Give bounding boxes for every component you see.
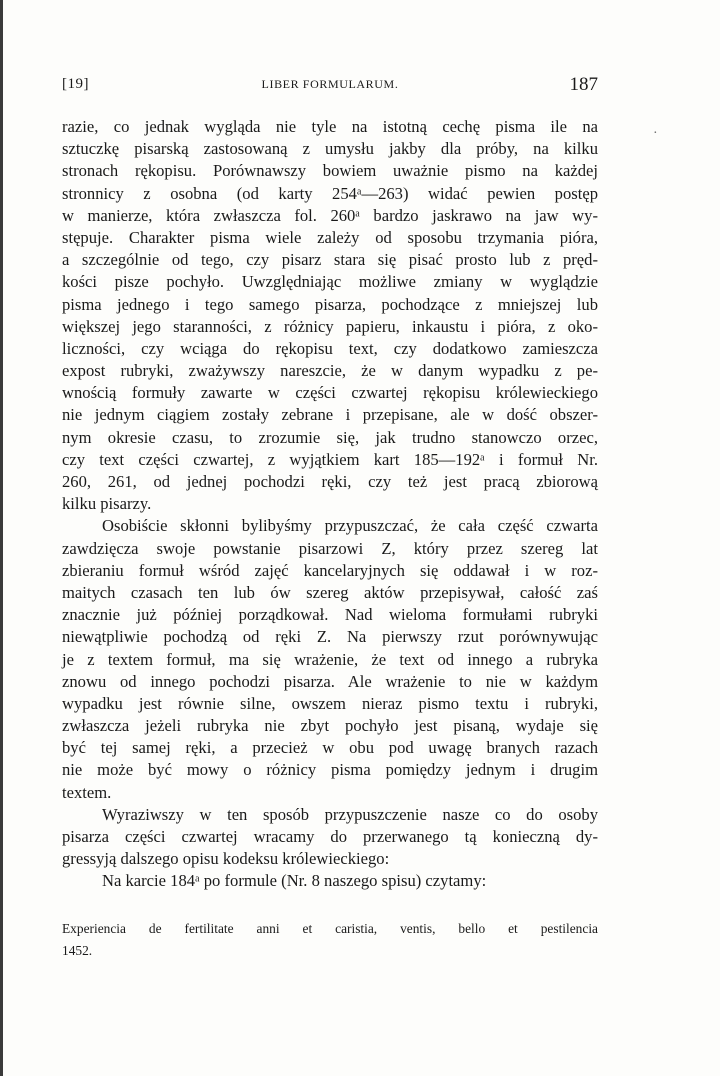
text-line: razie, co jednak wygląda nie tyle na istotną cechę pisma ile na (62, 117, 598, 136)
text-line: liczności, czy wciąga do rękopisu text, czy dodatkowo zamieszcza (62, 338, 598, 358)
margin-dot-mark: · (653, 126, 658, 141)
text-line: większej jego staranności, z różnicy papieru, inkaustu i pióra, z oko- (62, 316, 598, 336)
page-number: 187 (569, 74, 598, 95)
text-line: zwłaszcza jeżeli rubryka nie zbyt pochyło jest pisaną, wydaje się (62, 716, 598, 736)
text-line: nie może być mowy o różnicy pisma pomiędzy jednym i drugim (62, 760, 598, 780)
text-line: je z textem formuł, ma się wrażenie, że text od innego a rubryka (62, 649, 598, 669)
quoted-rubric (62, 918, 598, 962)
text-line: czy text części czwartej, z wyjątkiem kart 185—192ᵃ i formuł Nr. (62, 449, 598, 469)
section-number: [19] (62, 76, 89, 92)
text-line: znowu od innego pochodzi pisarza. Ale wrażenie to nie w każdym (62, 671, 598, 691)
paragraph-start-line: Na karcie 184ᵃ po formule (Nr. 8 naszego spisu) czytamy: (102, 871, 487, 891)
text-line: nym okresie czasu, to zrozumie się, jak trudno stanowczo orzec, (62, 427, 598, 447)
text-line: być tej samej ręki, a przecież w obu pod uwagę branych razach (62, 738, 598, 758)
text-line: znacznie już później porządkował. Nad wieloma formułami rubryki (62, 605, 598, 625)
page-edge-shadow (0, 0, 3, 1076)
text-line: kości pisze pochyło. Uwzględniając możliwe zmiany w wyglądzie (62, 272, 598, 292)
text-line: zawdzięcza swoje powstanie pisarzowi Z, który przez szereg lat (62, 538, 598, 558)
text-line: w manierze, która zwłaszcza fol. 260ᵃ bardzo jaskrawo na jaw wy- (62, 205, 598, 225)
text-line: expost rubryki, zważywszy nareszcie, że w danym wypadku z pe- (62, 361, 598, 381)
text-line: stronach rękopisu. Porównawszy bowiem uważnie pismo na każdej (62, 161, 598, 181)
rubric-line: 1452. (62, 943, 93, 958)
text-line: a szczególnie od tego, czy pisarz stara się pisać prosto lub z pręd- (62, 250, 598, 270)
text-line: stronnicy z osobna (od karty 254ᵃ—263) widać pewien postęp (62, 183, 598, 203)
text-line: 260, 261, od jednej pochodzi ręki, czy też jest pracą zbiorową (62, 472, 598, 491)
text-line: niewątpliwie pochodzą od ręki Z. Na pierwszy rzut porównywując (62, 627, 598, 647)
text-line: wypadku jest równie silne, owszem nieraz pismo textu i rubryki, (62, 693, 598, 713)
text-line: wnością formuły zawarte w części czwartej rękopisu królewieckiego (62, 383, 598, 403)
rubric-line: Experiencia de fertilitate anni et caristia, ventis, bello et pestilencia (62, 921, 598, 936)
paragraph-end-line: textem. (62, 782, 112, 802)
text-line: stępuje. Charakter pisma wiele zależy od sposobu trzymania pióra, (62, 227, 598, 247)
text-line: zbieraniu formuł wśród zajęć kancelaryjnych się oddawał i w roz- (62, 560, 598, 580)
paragraph-start-line: Wyraziwszy w ten sposób przypuszczenie nasze co do osoby (102, 804, 598, 824)
text-line: sztuczkę pisarską zastosowaną z umysłu jakby dla próby, na kilku (62, 139, 598, 159)
running-title: LIBER FORMULARUM. (261, 77, 399, 91)
running-header (62, 74, 598, 98)
text-line: nie jednym ciągiem zostały zebrane i przepisane, ale w dość obszer- (62, 405, 598, 425)
text-line: maitych czasach ten lub ów szereg aktów przepisywał, całość zaś (62, 582, 598, 602)
main-text (62, 116, 598, 893)
paragraph-end-line: kilku pisarzy. (62, 494, 152, 514)
paragraph-end-line: gressyją dalszego opisu kodeksu królewieckiego: (62, 849, 390, 869)
text-line: pisma jednego i tego samego pisarza, pochodzące z mniejszej lub (62, 294, 598, 314)
paragraph-start-line: Osobiście skłonni bylibyśmy przypuszczać, że cała część czwarta (102, 516, 598, 536)
text-line: pisarza części czwartej wracamy do przerwanego tą konieczną dy- (62, 827, 598, 846)
